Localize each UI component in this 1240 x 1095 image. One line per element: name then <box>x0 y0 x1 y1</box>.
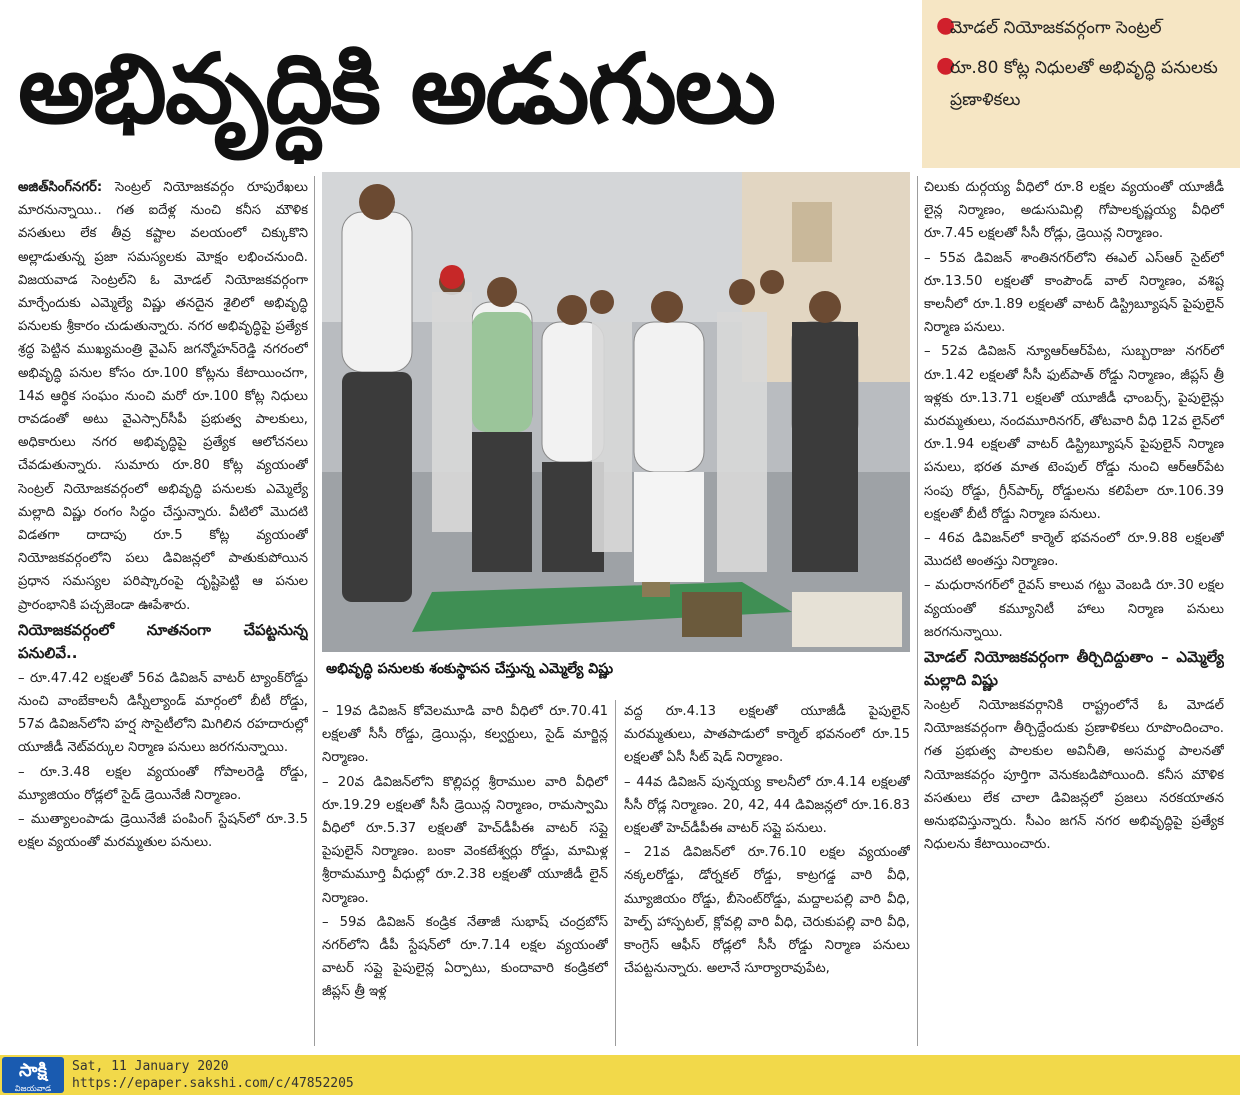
article-column-3 <box>624 700 910 1048</box>
article-paragraph: – ముత్యాలంపాడు డ్రెయినేజీ పంపింగ్ స్టేషన్‌లో రూ.3.5 లక్షల వ్యయంతో మరమ్మతుల పనులు. <box>18 812 308 851</box>
article-column-2 <box>322 700 608 1048</box>
sakshi-logo[interactable] <box>2 1057 64 1093</box>
article-paragraph: – 19వ డివిజన్ కోవెలమూడి వారి వీధిలో రూ.70.41 లక్షలతో సీసీ రోడ్డు, డ్రెయిన్లు, కల్వర్టులు, సైడ్ మార్జిన్ల నిర్మాణం. <box>322 704 608 766</box>
photo-illustration <box>322 172 910 652</box>
article-paragraph: అజిత్‌సింగ్‌నగర్: సెంట్రల్ నియోజకవర్గం రూపురేఖలు మారనున్నాయి.. గత ఐదేళ్ల నుంచి కనీస మౌళిక వసతులు లేక తీవ్ర కష్టాల వలయంలో చిక్కుకొని అల్లాడుతున్న ప్రజా సమస్యలకు మోక్షం లభించనుంది. విజయవాడ సెంట్రల్‌ని ఓ మోడల్ నియోజకవర్గంగా మార్చేందుకు ఎమ్మెల్యే విష్ణు తనదైన శైలిలో అభివృద్ధి పనులకు శ్రీకారం చుడుతున్నారు. నగర అభివృద్ధిపై ప్రత్యేక శ్రద్ధ పెట్టిన ముఖ్యమంత్రి వైఎస్ జగన్మోహన్‌రెడ్డి నగరంలో అభివృద్ధి పనుల కోసం రూ.100 కోట్లను కేటాయించగా, 14వ ఆర్థిక సంఘం నుంచి మరో రూ.100 కోట్ల నిధులు రావడంతో అటు వైఎస్సార్‌సీపీ ప్రభుత్వ పాలకులు, అధికారులు నగర అభివృద్ధిపై ప్రత్యేక ఆలోచనలు చేవడుతున్నారు. సుమారు రూ.80 కోట్ల వ్యయంతో సెంట్రల్ నియోజకవర్గంలో అభివృద్ధి పనులకు ఎమ్మెల్యే మల్లాది విష్ణు రంగం సిద్ధం చేస్తున్నారు. వీటిలో మొదటి విడతగా దాదాపు రూ.5 కోట్ల వ్యయంతో నియోజకవర్గంలోని పలు డివిజన్లలో పాతుకుపోయిన ప్రధాన సమస్యల పరిష్కారంపై దృష్టిపెట్టి ఆ పనుల ప్రారంభానికి పచ్చజెండా ఊపేశారు. <box>18 180 308 613</box>
article-paragraph: – రూ.3.48 లక్షల వ్యయంతో గోపాలరెడ్డి రోడ్డు, మ్యూజియం రోడ్లలో సైడ్ డ్రెయినేజీ నిర్మాణం. <box>18 764 308 803</box>
subheading: మోడల్ నియోజకవర్గంగా తీర్చిదిద్దుతాం – ఎమ్మెల్యే మల్లాది విష్ణు <box>924 648 1224 690</box>
article-paragraph: – 20వ డివిజన్‌లోని కొల్లిపర్ల శ్రీరాముల వారి వీధిలో రూ.19.29 లక్షలతో సీసీ డ్రెయిన్ల నిర్మాణం, రామస్వామి వీధిలో రూ.5.37 లక్షలతో హెచ్‌డీపీఈ వాటర్ సప్లై పైపులైన్ నిర్మాణం. బంకా వెంకటేశ్వర్లు రోడ్డు, మామిళ్ల శ్రీరామమూర్తి వీధుల్లో రూ.2.38 లక్షలతో యూజీడీ లైన్ నిర్మాణం. <box>322 774 608 906</box>
column-divider <box>615 700 616 1046</box>
bullet-icon: ● <box>936 53 956 78</box>
article-paragraph: – 52వ డివిజన్ న్యూఆర్ఆర్‌పేట, సుబ్బరాజు నగర్‌లో రూ.1.42 లక్షలతో సీసీ ఫుట్‌పాత్ రోడ్డు నిర్మాణం, జీప్లస్ త్రీ ఇళ్లకు రూ.13.71 లక్షలతో యూజీడీ ఛాంబర్స్, పైపులైన్లు మరమ్మతులు, నందమూరినగర్, తోటవారి వీధి 12వ లైన్‌లో రూ.1.94 లక్షలతో వాటర్ డిస్ట్రిబ్యూషన్ పైపులైన్ నిర్మాణ పనులు, భరత మాత టెంపుల్ రోడ్డు నుంచి ఆర్ఆర్‌పేట సంపు రోడ్డు, గ్రీన్‌పార్క్ రోడ్డులను కలిపేలా రూ.106.39 లక్షలతో బీటీ రోడ్డు నిర్మాణ పనులు. <box>924 344 1224 522</box>
column-divider <box>314 176 315 1046</box>
article-paragraph: – 21వ డివిజన్‌లో రూ.76.10 లక్షల వ్యయంతో నక్కలరోడ్డు, డోర్నకల్ రోడ్డు, కాట్రగడ్డ వారి వీధి, మ్యూజియం రోడ్డు, బీసెంట్‌రోడ్డు, మద్దాలపల్లి వారి వీధి, హెల్ప్ హాస్పటల్, క్లోవల్లి వారి వీధి, చెరుకుపల్లి వారి వీధి, కాంగ్రెస్ ఆఫీస్ రోడ్లలో సీసీ రోడ్డు నిర్మాణ పనులు చేపట్టనున్నారు. అలానే సూర్యారావుపేట, <box>624 845 910 977</box>
news-photo <box>322 172 910 652</box>
dateline: అజిత్‌సింగ్‌నగర్: <box>18 180 103 195</box>
article-paragraph: – 44వ డివిజన్ పున్నయ్య కాలనీలో రూ.4.14 లక్షలతో సీసీ రోడ్ల నిర్మాణం. 20, 42, 44 డివిజన్లలో రూ.16.83 లక్షలతో హెచ్‌డీపీఈ వాటర్ సప్లై పనులు. <box>624 774 910 837</box>
photo-caption: అభివృద్ధి పనులకు శంకుస్థాపన చేస్తున్న ఎమ్మెల్యే విష్ణు <box>326 661 614 677</box>
article-paragraph: చిలుకు దుర్గయ్య వీధిలో రూ.8 లక్షల వ్యయంతో యూజీడీ లైన్ల నిర్మాణం, అడుసుమిల్లి గోపాలకృష్ణయ్య వీధిలో రూ.7.45 లక్షలతో సీసీ రోడ్లు, డ్రెయిన్ల నిర్మాణం. <box>924 180 1224 242</box>
highlight-item <box>936 12 1226 44</box>
epaper-link[interactable]: https://epaper.sakshi.com/c/47852205 <box>72 1076 354 1091</box>
article-paragraph: – 59వ డివిజన్ కండ్రిక నేతాజీ సుభాష్ చంద్రబోస్ నగర్‌లోని డీపీ స్టేషన్‌లో రూ.7.14 లక్షల వ్యయంతో వాటర్ సప్లై పైపులైన్ల ఏర్పాటు, కుందావారి కండ్రికలో జీప్లస్ త్రీ ఇళ్ల <box>322 914 608 1000</box>
article-paragraph: – మధురానగర్‌లో రైవస్ కాలువ గట్టు వెంబడి రూ.30 లక్షల వ్యయంతో కమ్యూనిటీ హాలు నిర్మాణ పనులు జరగనున్నాయి. <box>924 578 1224 640</box>
footer-bar <box>0 1055 1240 1095</box>
highlights-box <box>922 0 1240 168</box>
article-paragraph: వద్ద రూ.4.13 లక్షలతో యూజీడీ పైపులైన్ మరమ్మతులు, పాతపాడులో కార్మెల్ భవనంలో రూ.15 లక్షలతో ఏసీ సీట్ షెడ్ నిర్మాణం. <box>624 704 910 766</box>
article-column-1 <box>18 176 308 1048</box>
article-paragraph: సెంట్రల్ నియోజకవర్గానికి రాష్ట్రంలోనే ఓ మోడల్ నియోజకవర్గంగా తీర్చిద్దేందుకు ప్రణాళికలు రూపొందించాం. గత ప్రభుత్వ పాలకుల అవినీతి, అసమర్థ పాలనతో నియోజకవర్గం పూర్తిగా వెనుకబడిపోయింది. కనీస మౌళిక వసతులు లేక చాలా డివిజన్లలో ప్రజలు నరకయాతన అనుభవిస్తున్నారు. సీఎం జగన్ నగర అభివృద్ధిపై ప్రత్యేక నిధులను కేటాయించారు. <box>924 698 1224 853</box>
article-paragraph: – 46వ డివిజన్‌లో కార్మెల్ భవనంలో రూ.9.88 లక్షలతో మొదటి అంతస్తు నిర్మాణం. <box>924 531 1224 570</box>
article-paragraph: – 55వ డివిజన్ శాంతినగర్‌లోని ఈఎల్ ఎస్ఆర్ సైట్‌లో రూ.13.50 లక్షలతో కాంపౌండ్ వాల్ నిర్మాణం, వశిష్ట కాలనీలో రూ.1.89 లక్షలతో వాటర్ డిస్ట్రిబ్యూషన్ పైపులైన్ నిర్మాణ పనులు. <box>924 250 1224 336</box>
subheading: నియోజకవర్గంలో నూతనంగా చేపట్టనున్న పనులివే.. <box>18 620 308 662</box>
highlight-item <box>936 52 1226 116</box>
article-paragraph: – రూ.47.42 లక్షలతో 56వ డివిజన్ వాటర్ ట్యాంక్‌రోడ్డు నుంచి వాంబేకాలనీ డిస్నీల్యాండ్ మార్గంలో బీటీ రోడ్డు, 57వ డివిజన్‌లోని హర్ష సొసైటీలోని మిగిలిన రహదారుల్లో యూజీడీ నెట్‌వర్కుల నిర్మాణ పనులు జరగనున్నాయి. <box>18 670 308 756</box>
logo-subtext: విజయవాడ <box>14 1084 52 1093</box>
highlight-text: రూ.80 కోట్ల నిధులతో అభివృద్ధి పనులకు ప్రణాళికలు <box>950 58 1218 110</box>
headline: అభివృద్ధికి అడుగులు <box>18 33 774 145</box>
highlight-text: మోడల్ నియోజకవర్గంగా సెంట్రల్ <box>950 18 1162 38</box>
bullet-icon: ● <box>936 13 956 38</box>
logo-text: సాక్షి <box>19 1060 47 1081</box>
edition-date: Sat, 11 January 2020 <box>72 1059 229 1074</box>
article-column-4 <box>924 176 1224 1048</box>
column-divider <box>917 176 918 1046</box>
